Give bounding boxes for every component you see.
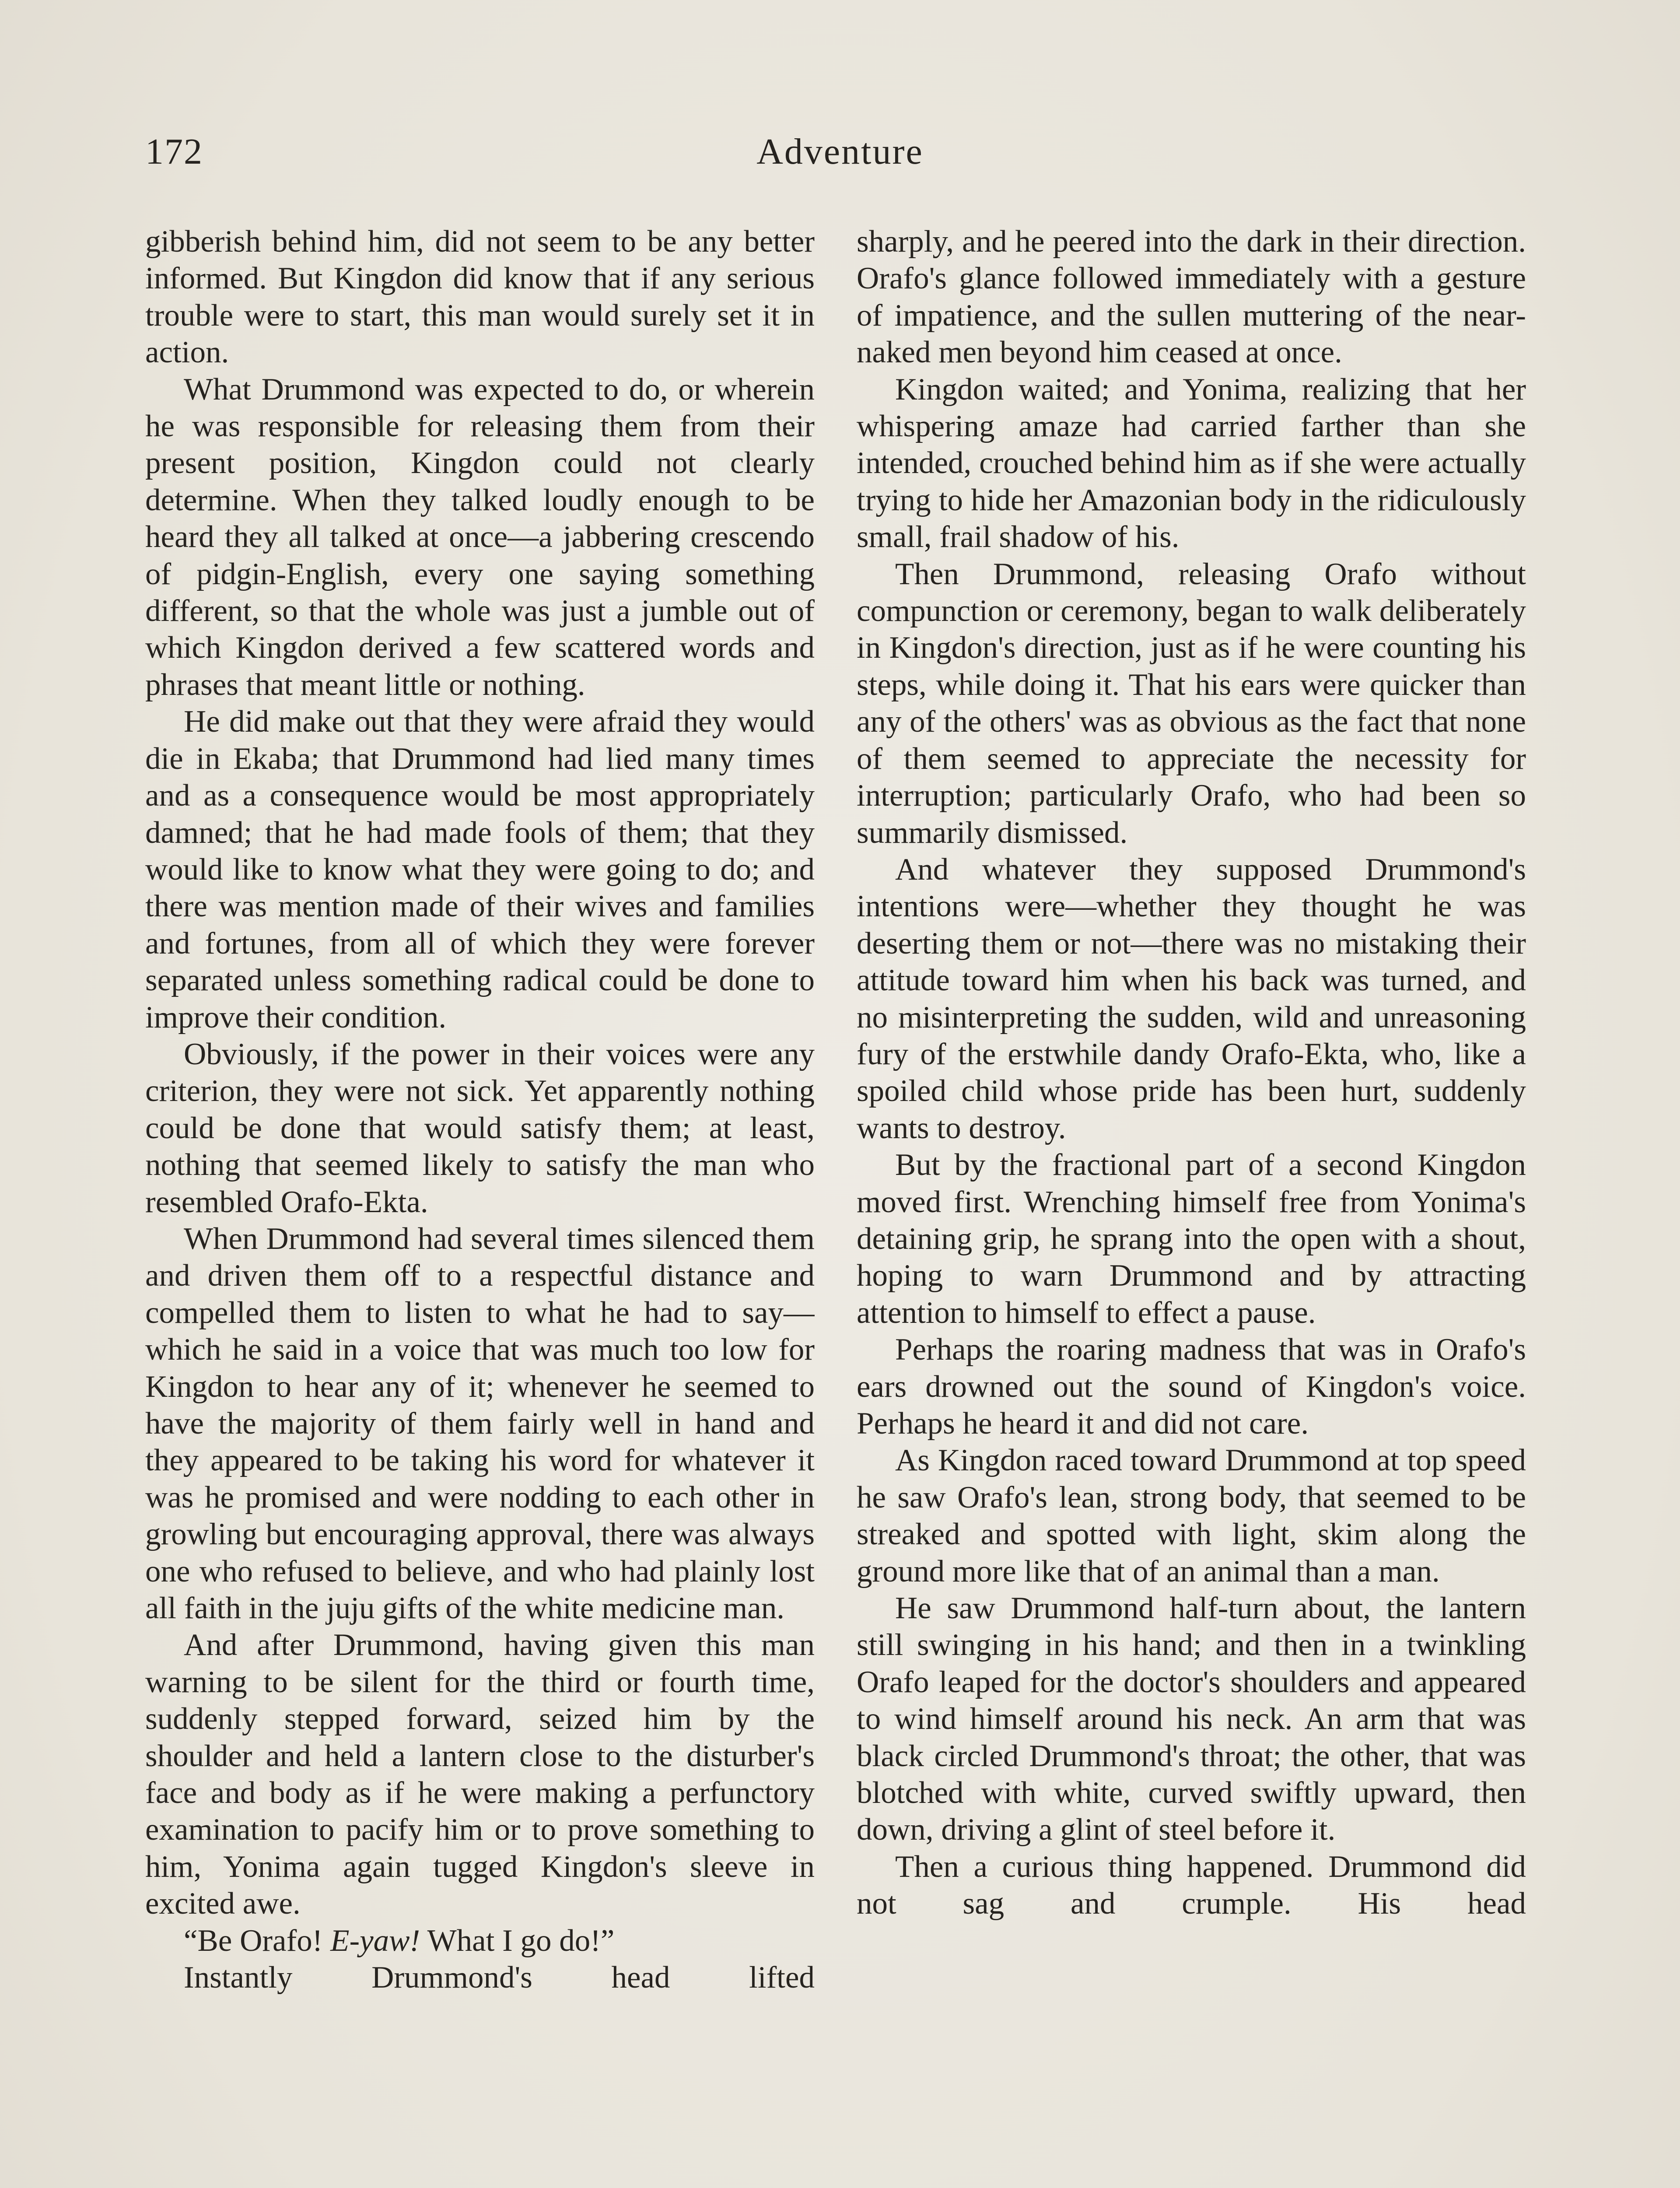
paragraph: When Drummond had several times silenced them and driven them off to a respectful distance and compelled them to listen to what he had to say—which he said in a voice that was much too low for Kingdon to hear any of it; whenever he seemed to have the majority of them fairly well in hand and they appeared to be taking his word for whatever it was he promised and were nodding to each other in growling but encouraging approval, there was always one who refused to believe, and who had plainly lost all faith in the juju gifts of the white medicine man. [145,1221,815,1626]
paragraph: But by the fractional part of a second Kingdon moved first. Wrenching himself free from Yonima's detaining grip, he sprang into the open with a shout, hoping to warn Drummond and by attracting attention to himself to effect a pause. [857,1148,1526,1330]
paragraph: He saw Drummond half-turn about, the lantern still swinging in his hand; and then in a twinkling Orafo leaped for the doctor's shoulders and appeared to wind himself around his neck. An arm that was black circled Drummond's throat; the other, that was blotched with white, curved swiftly upward, then down, driving a glint of steel before it. [857,1591,1526,1847]
paragraph: What Drummond was expected to do, or wherein he was responsible for releasing them from their present position, Kingdon could not clearly determine. When they talked loudly enough to be heard they all talked at once—a jabbering crescendo of pidgin-English, every one saying something different, so that the whole was just a jumble out of which Kingdon derived a few scattered words and phrases that meant little or nothing. [145,372,815,702]
paragraph [145,1922,815,1959]
paragraph: Then a curious thing happened. Drummond did not sag and crumple. His head [857,1849,1526,1921]
paragraph: sharply, and he peered into the dark in their direction. Orafo's glance followed immediately with a gesture of impatience, and the sullen muttering of the near-naked men beyond him ceased at once. [857,224,1526,370]
paragraph: And whatever they supposed Drummond's intentions were—whether they thought he was deserting them or not—there was no mistaking their attitude toward him when his back was turned, and no misinterpreting the sudden, wild and unreasoning fury of the erstwhile dandy Orafo-Ekta, who, like a spoiled child whose pride has been hurt, suddenly wants to destroy. [857,852,1526,1145]
paragraph: He did make out that they were afraid they would die in Ekaba; that Drummond had lied many times and as a consequence would be most appropriately damned; that he had made fools of them; that they would like to know what they were going to do; and there was mention made of their wives and families and fortunes, from all of which they were forever separated unless something radical could be done to improve their condition. [145,705,815,1034]
paragraph: gibberish behind him, did not seem to be any better informed. But Kingdon did know that if any serious trouble were to start, this man would surely set it in action. [145,224,815,370]
left-text-column [145,223,815,2188]
paragraph: Instantly Drummond's head lifted [184,1960,815,1995]
paragraph: Then Drummond, releasing Orafo without compunction or ceremony, began to walk deliberately in Kingdon's direction, just as if he were counting his steps, while doing it. That his ears were quicker than any of the others' was as obvious as the fact that none of them seemed to appreciate the necessity for interruption; particularly Orafo, who had been so summarily dismissed. [857,557,1526,850]
paragraph: Perhaps the roaring madness that was in Orafo's ears drowned out the sound of Kingdon's voice. Perhaps he heard it and did not care. [857,1332,1526,1441]
page-number: 172 [145,131,203,172]
right-text-column [857,223,1526,2188]
italic-exclamation: E-yaw! [330,1923,420,1958]
paragraph: Kingdon waited; and Yonima, realizing that her whispering amaze had carried farther than she intended, crouched behind him as if she were actually trying to hide her Amazonian body in the ridiculously small, frail shadow of his. [857,372,1526,554]
paragraph: And after Drummond, having given this man warning to be silent for the third or fourth time, suddenly stepped forward, seized him by the shoulder and held a lantern close to the disturber's face and body as if he were making a perfunctory examination to pacify him or to prove something to him, Yonima again tugged Kingdon's sleeve in excited awe. [145,1628,815,1921]
dialogue-text: “Be Orafo! [184,1923,331,1958]
running-head-title: Adventure [756,131,924,172]
paragraph: As Kingdon raced toward Drummond at top speed he saw Orafo's lean, strong body, that seemed to be streaked and spotted with light, skim along the ground more like that of an animal than a man. [857,1443,1526,1588]
paragraph: Obviously, if the power in their voices were any criterion, they were not sick. Yet apparently nothing could be done that would satisfy them; at least, nothing that seemed likely to satisfy the man who resembled Orafo-Ekta. [145,1037,815,1219]
dialogue-text: What I go do!” [420,1923,615,1958]
